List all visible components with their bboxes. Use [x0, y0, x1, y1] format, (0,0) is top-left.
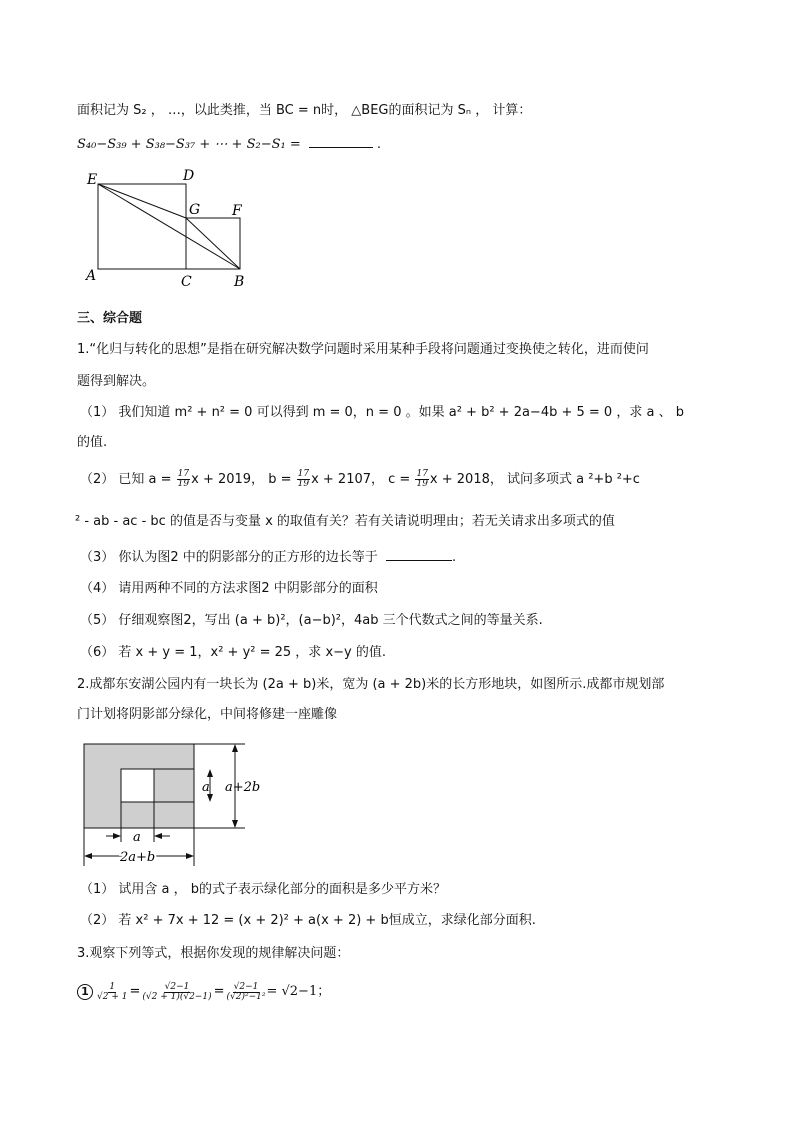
equation-tail: = √2−1； [266, 984, 331, 999]
figure-park-plot [80, 740, 280, 870]
q1-part6: （6） 若 x + y = 1，x² + y² = 25 ，求 x−y 的值. [80, 645, 386, 660]
q1-part3 [80, 548, 456, 567]
frac-den: (√2 + 1)(√2−1) [142, 991, 212, 1002]
part2-c: x + 2018， 试问多项式 a ²+b ²+c [429, 472, 640, 487]
frac-den: 19 [297, 479, 310, 489]
part3-text: （3） 你认为图2 中的阴影部分的正方形的边长等于 [80, 550, 378, 565]
label-C: C [181, 274, 192, 290]
label-a-vertical: a [202, 780, 210, 795]
frac-den: (√2)²−1² [226, 991, 266, 1002]
period: . [376, 137, 382, 152]
q2-intro-2: 门计划将阴影部分绿化，中间将修建一座雕像 [77, 707, 338, 722]
q1-part2-cont: ² - ab - ac - bc 的值是否与变量 x 的取值有关？若有关请说明理由；若无关请求出多项式的值 [75, 514, 615, 529]
answer-blank-part3[interactable] [386, 548, 452, 561]
q1-part4: （4） 请用两种不同的方法求图2 中阴影部分的面积 [80, 581, 378, 596]
section-title: 三、综合题 [77, 311, 143, 326]
frac-num: 1 [109, 981, 116, 992]
q1-part1: （1） 我们知道 m² + n² = 0 可以得到 m = 0，n = 0 。如果 a² + b² + 2a−4b + 5 = 0 ，求 a 、 b [80, 405, 684, 420]
text-line-top-1: 面积记为 S₂ ， …，以此类推，当 BC = n时， △BEG的面积记为 Sₙ ， 计算： [77, 103, 532, 118]
q1-part2 [80, 470, 640, 489]
label-B: B [234, 274, 245, 290]
sum-expression: S₄₀−S₃₉ + S₃₈−S₃₇ + ⋯ + S₂−S₁ = [77, 137, 301, 152]
label-F: F [232, 203, 242, 219]
label-2a-plus-b: 2a+b [120, 850, 156, 865]
part2-a: x + 2019， b = [191, 472, 292, 487]
label-a-plus-2b: a+2b [225, 780, 261, 795]
frac-num: 17 [177, 469, 190, 479]
label-G: G [189, 202, 201, 218]
equals-sign: = [213, 984, 225, 999]
answer-blank[interactable] [309, 135, 373, 148]
part2-b: x + 2107， c = [311, 472, 411, 487]
circled-number-1: 1 [77, 984, 93, 1000]
frac-den: √2 + 1 [97, 991, 128, 1002]
label-D: D [183, 168, 195, 184]
frac-den: 19 [416, 479, 428, 489]
fraction-17-19-b [297, 470, 310, 489]
fraction-17-19-c [415, 470, 428, 489]
frac-den: 19 [177, 479, 190, 489]
q1-intro-2: 题得到解决。 [77, 374, 156, 389]
frac-num: 17 [297, 469, 310, 479]
frac-num: 17 [416, 469, 428, 479]
q1-intro-1: 1.“化归与转化的思想”是指在研究解决数学问题时采用某种手段将问题通过变换使之转化，进而使问 [77, 342, 649, 357]
q1-part1-cont: 的值. [77, 435, 108, 450]
q2-intro-1: 2.成都东安湖公园内有一块长为 (2a + b)米，宽为 (a + 2b)米的长方形地块，如图所示.成都市规划部 [77, 677, 665, 692]
frac-num: √2−1 [233, 981, 259, 992]
label-a-horizontal: a [133, 830, 141, 845]
fraction-3 [227, 983, 266, 1002]
q3-intro: 3.观察下列等式，根据你发现的规律解决问题： [77, 946, 350, 961]
equals-sign: = [129, 984, 141, 999]
q2-part2: （2） 若 x² + 7x + 12 = (x + 2)² + a(x + 2) + b恒成立，求绿化部分面积. [80, 913, 536, 928]
text-line-top-2 [77, 135, 381, 154]
q1-part5: （5） 仔细观察图2，写出 (a + b)²，(a−b)²，4ab 三个代数式之间的等量关系. [80, 613, 543, 628]
fraction-1 [97, 983, 127, 1002]
fraction-17-19-a [177, 470, 190, 489]
period: . [451, 550, 457, 565]
part2-lead: （2） 已知 a = [80, 472, 172, 487]
figure-squares [82, 168, 257, 293]
q2-part1: （1） 试用含 a ， b的式子表示绿化部分的面积是多少平方米？ [80, 882, 447, 897]
fraction-2 [142, 983, 211, 1002]
label-E: E [87, 172, 98, 188]
frac-num: √2−1 [164, 981, 190, 992]
label-A: A [86, 268, 97, 284]
q3-equation-1 [77, 978, 330, 1006]
